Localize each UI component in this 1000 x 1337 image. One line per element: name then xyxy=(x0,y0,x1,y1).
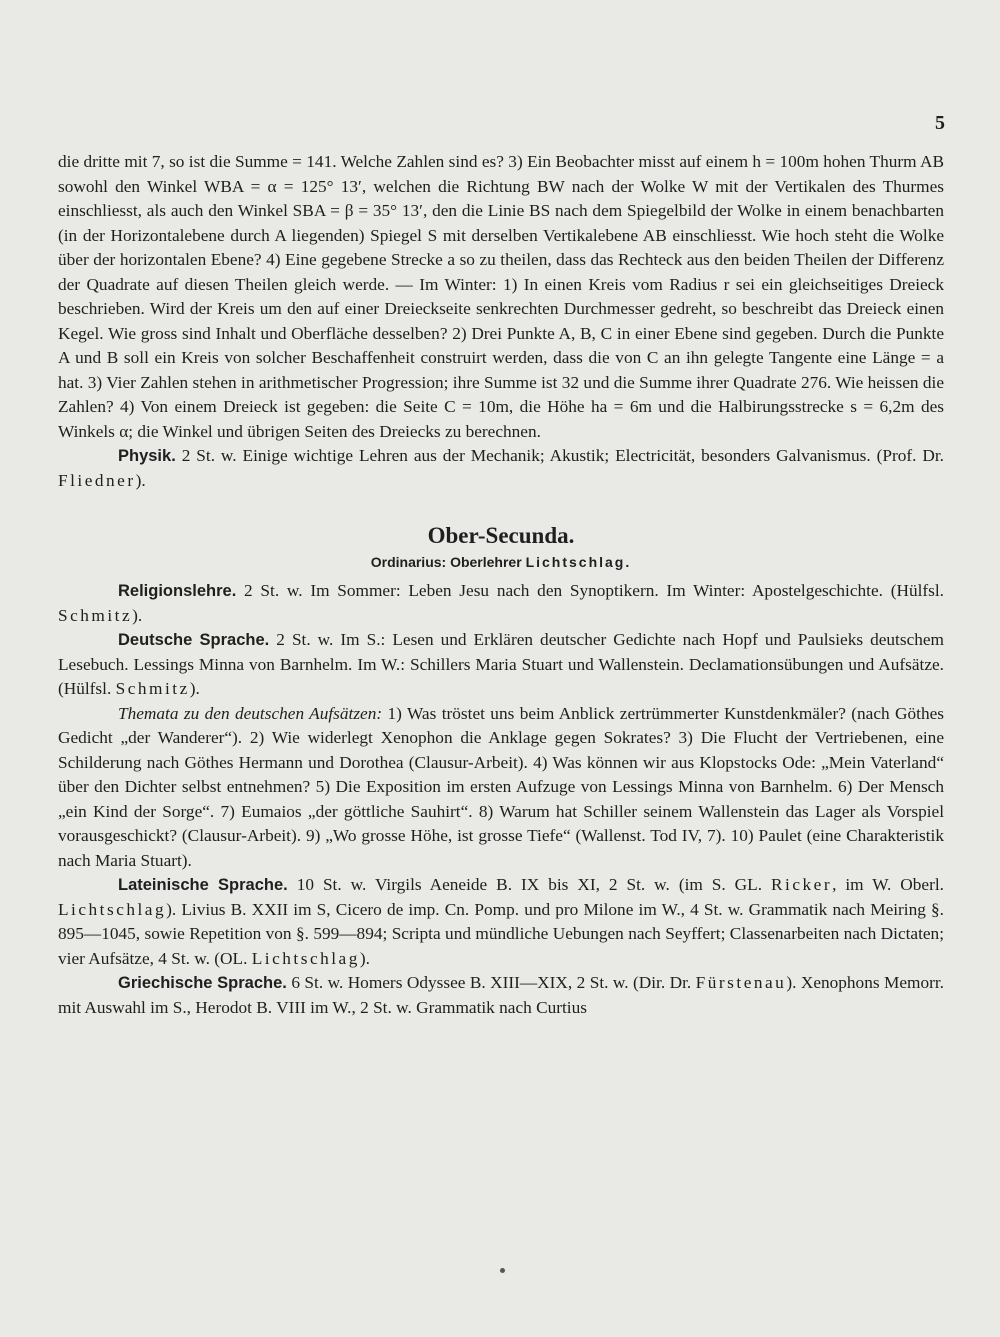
religion-label: Religionslehre. xyxy=(118,582,237,600)
themata-paragraph xyxy=(58,702,944,874)
page-number: 5 xyxy=(935,112,945,134)
griechisch-paragraph xyxy=(58,971,944,1020)
page-speck xyxy=(500,1268,505,1273)
latein-text-2: , im W. Oberl. xyxy=(832,875,944,894)
deutsch-paragraph xyxy=(58,628,944,702)
latein-teacher-3: Lichtschlag xyxy=(251,948,360,968)
physik-text: 2 St. w. Einige wichtige Lehren aus der Mechanik; Akustik; Electricität, besonders Galvanismus. (Prof. Dr. xyxy=(181,446,944,465)
ordinarius-name: Lichtschlag. xyxy=(525,554,632,570)
latein-end: ). xyxy=(359,948,370,968)
page-body xyxy=(58,150,944,1020)
latein-paragraph xyxy=(58,873,944,971)
griechisch-teacher: Fürstenau xyxy=(695,973,787,992)
deutsch-text: 2 St. w. Im S.: Lesen und Erklären deutscher Gedichte nach Hopf und Paulsieks deutschem Lesebuch. Lessings Minna von Barnhelm. Im W.: Schillers Maria Stuart und Wallenstein. Declamationsübungen und Aufsätze. (Hülfsl. xyxy=(58,630,944,698)
latein-label: Lateinische Sprache. xyxy=(118,876,288,894)
latein-text-3: ). Livius B. XXII im S, Cicero de imp. Cn. Pomp. und pro Milone im W., 4 St. w. Grammatik nach Meiring §. 895—1045, sowie Repetition von §. 599—894; Scripta und mündliche Uebungen nach Seyffert; Classenarbeiten nach Dictaten; vier Aufsätze, 4 St. w. (OL. xyxy=(58,899,944,968)
griechisch-text-2: ). Xenophons Memorr. mit Auswahl im S., Herodot B. VIII im W., 2 St. w. Grammatik nach Curtius xyxy=(58,973,944,1017)
physik-paragraph xyxy=(58,444,944,493)
religion-text: 2 St. w. Im Sommer: Leben Jesu nach den Synoptikern. Im Winter: Apostelgeschichte. (Hülfsl. xyxy=(244,581,944,600)
religion-end: ). xyxy=(132,605,143,625)
ordinarius-line xyxy=(58,551,944,573)
griechisch-text-1: 6 St. w. Homers Odyssee B. XIII—XIX, 2 St. w. (Dir. Dr. xyxy=(291,973,692,992)
physik-end: ). xyxy=(135,470,146,490)
deutsch-teacher: Schmitz xyxy=(115,679,190,698)
math-problems-paragraph: die dritte mit 7, so ist die Summe = 141. Welche Zahlen sind es? 3) Ein Beobachter misst auf einem h = 100m hohen Thurm AB sowohl den Winkel WBA = α = 125° 13′, welchen die Richtung BW nach der Wolke W mit der Vertikalen des Thurmes einschliesst, als auch den Winkel SBA = β = 35° 13′, den die Linie BS nach dem Spiegelbild der Wolke in einem benachbarten (in der Horizontalebene durch A liegenden) Spiegel S mit derselben Vertikalebene AB einschliesst. Wie hoch steht die Wolke über der horizontalen Ebene? 4) Eine gegebene Strecke a so zu theilen, dass das Rechteck aus den beiden Theilen der Differenz der Quadrate auf diesen Theilen gleich werde. — Im Winter: 1) In einen Kreis vom Radius r sei ein gleichseitiges Dreieck beschrieben. Wird der Kreis um den auf einer Dreieckseite senkrechten Durchmesser gedreht, so beschreibt das Dreieck einen Kegel. Wie gross sind Inhalt und Oberfläche desselben? 2) Drei Punkte A, B, C in einer Ebene sind gegeben. Durch die Punkte A und B soll ein Kreis von solcher Beschaffenheit construirt werden, dass die von C an ihn gelegte Tangente eine Länge = a hat. 3) Vier Zahlen stehen in arithmetischer Progression; ihre Summe ist 32 und die Summe ihrer Quadrate 276. Wie heissen die Zahlen? 4) Von einem Dreieck ist gegeben: die Seite C = 10m, die Höhe ha = 6m und die Halbirungsstrecke s = 6,2m des Winkels α; die Winkel und übrigen Seiten des Dreiecks zu berechnen. xyxy=(58,152,944,441)
latein-teacher-2: Lichtschlag xyxy=(58,899,167,919)
physik-label: Physik. xyxy=(118,447,176,465)
section-title: Ober-Secunda. xyxy=(427,523,575,548)
deutsch-label: Deutsche Sprache. xyxy=(118,631,270,649)
religion-teacher: Schmitz xyxy=(58,605,133,625)
themata-text: 1) Was tröstet uns beim Anblick zertrümmerter Kunstdenkmäler? (nach Göthes Gedicht „der Wanderer“). 2) Wie widerlegt Xenophon die Anklage gegen Sokrates? 3) Die Flucht der Vertriebenen, eine Schilderung nach Göthes Hermann und Dorothea (Clausur-Arbeit). 4) Was können wir aus Klopstocks Ode: „Mein Vaterland“ über den Dichter selbst entnehmen? 5) Die Exposition im ersten Aufzuge von Lessings Minna von Barnhelm. 6) Der Mensch „ein Kind der Sorge“. 7) Eumaios „der göttliche Sauhirt“. 8) Warum hat Schiller seinem Wallenstein das Lager als Vorspiel vorausgeschickt? (Clausur-Arbeit). 9) „Wo grosse Höhe, ist grosse Tiefe“ (Wallenst. Tod IV, 7). 10) Paulet (eine Charakteristik nach Maria Stuart). xyxy=(58,703,944,870)
griechisch-label: Griechische Sprache. xyxy=(118,974,287,992)
themata-label: Themata zu den deutschen Aufsätzen: xyxy=(118,703,383,723)
religion-paragraph xyxy=(58,579,944,628)
latein-teacher-1: Ricker xyxy=(771,875,833,894)
physik-teacher: Fliedner xyxy=(58,470,136,490)
ordinarius-label: Ordinarius: Oberlehrer xyxy=(370,554,522,570)
latein-text-1: 10 St. w. Virgils Aeneide B. IX bis XI, 2 St. w. (im S. GL. xyxy=(296,875,763,894)
deutsch-end: ). xyxy=(189,679,200,698)
